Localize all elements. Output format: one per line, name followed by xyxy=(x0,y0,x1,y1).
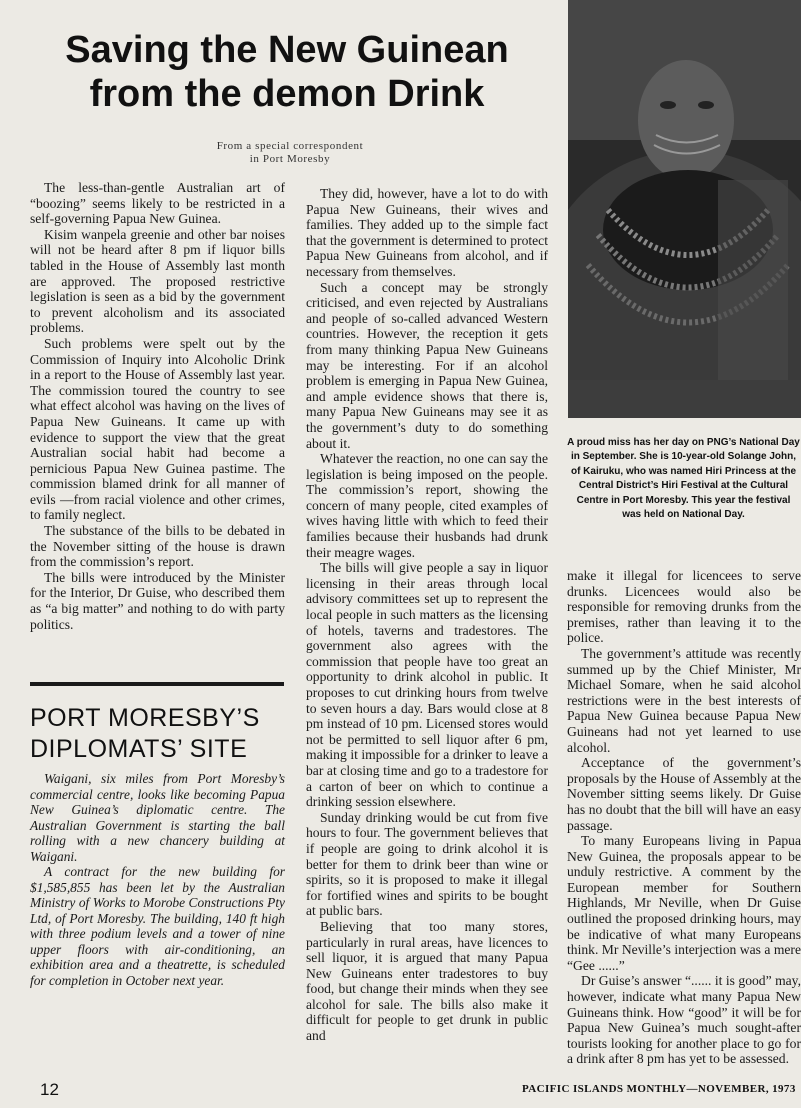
byline xyxy=(160,140,420,166)
byline-line-2: in Port Moresby xyxy=(249,153,331,165)
paragraph: Such a concept may be strongly criticised, and even rejected by Australians and people of so-called advanced Western countries. However, the reception it gets from many thinking Papua New Guineans may be interesting. For if an alcohol problem is emerging in Papua New Guinea, and ample evidence shows that there is, many Papua New Guineans may see it as the government’s duty to do something about it. xyxy=(306,279,548,451)
article-column-1 xyxy=(30,180,285,632)
paragraph: They did, however, have a lot to do with Papua New Guineans, their wives and families. They added up to the simple fact that the government is determined to protect Papua New Guineans from alcohol, and if necessary from themselves. xyxy=(306,186,548,279)
sidebar-divider xyxy=(30,682,284,686)
article-column-2 xyxy=(306,186,548,1044)
sidebar-paragraph: Waigani, six miles from Port Moresby’s commercial centre, looks like becoming Papua New Guinea’s diplomatic centre. The Australian Government is starting the ball rolling with a new chancery building at Waigani. xyxy=(30,771,285,864)
article-headline: Saving the New Guinean from the demon Drink xyxy=(65,29,509,115)
sidebar-heading-line-1: PORT MORESBY’S xyxy=(30,704,260,732)
paragraph: Sunday drinking would be cut from five hours to four. The government believes that if people are going to drink alcohol it is better for them to drink beer than wine or spirits, so it is proposed to make it illegal for fortified wines and spirits to be bought at public bars. xyxy=(306,809,548,919)
paragraph: The substance of the bills to be debated in the November sitting of the house is drawn from the commission’s report. xyxy=(30,523,285,570)
paragraph: Acceptance of the government’s proposals by the House of Assembly at the November sitting seems likely. Dr Guise has no doubt that the bill will have an easy passage. xyxy=(567,755,801,833)
paragraph: Believing that too many stores, particularly in rural areas, have licences to sell liquor, it is argued that many Papua New Guineans enter tradestores to buy food, but change their minds when they see alcohol for sale. The bills also make it difficult for people to get drunk in public and xyxy=(306,918,548,1044)
paragraph: Dr Guise’s answer “...... it is good” may, however, indicate what many Papua New Guineans think. How “good” it will be for Papua New Guinea’s much sought-after tourists looking for another place to go for a drink after 8 pm has yet to be assessed. xyxy=(567,973,801,1067)
paragraph: The government’s attitude was recently summed up by the Chief Minister, Mr Michael Somare, when he said alcohol restrictions were in the best interests of Papua New Guinea because Papua New Guineans had not yet learned to use alcohol. xyxy=(567,645,801,755)
paragraph: Such problems were spelt out by the Commission of Inquiry into Alcoholic Drink in a report to the House of Assembly last year. The commission toured the country to see what effect alcohol was having on the lives of Papua New Guineans. It came up with evidence to support the view that the great Australian social habit had become a pernicious Papua New Guinea pastime. The commission blamed drink for all manner of evils —from racial violence and other crimes, to family neglect. xyxy=(30,335,285,523)
girl-portrait-image xyxy=(568,0,801,418)
sidebar-heading xyxy=(30,703,290,765)
paragraph: make it illegal for licencees to serve drunks. Licencees would also be responsible for removing drunks from the premises, rather than leaving it to the police. xyxy=(567,568,801,646)
sidebar-paragraph: A contract for the new building for $1,585,855 has been let by the Australian Ministry of Works to Morobe Constructions Pty Ltd, of Port Moresby. The building, 140 ft high with three podium levels and a tower of nine upper floors with air-conditioning, an exhibition area and a theatrette, is scheduled for completion in October next year. xyxy=(30,864,285,988)
paragraph: To many Europeans living in Papua New Guinea, the proposals appear to be unduly restrictive. A comment by the European member for Southern Highlands, Mr Neville, when Dr Guise outlined the proposed drinking hours, may be indicative of what many Europeans think. Mr Neville’s interjection was a mere “Gee ......” xyxy=(567,833,801,973)
sidebar-body xyxy=(30,771,285,988)
photo-caption: A proud miss has her day on PNG’s National Day in September. She is 10-year-old Solange John, of Kairuku, who was named Hiri Princess at the Central District’s Hiri Festival at the Cultural Centre in Port Moresby. This year the festival was held on National Day. xyxy=(567,437,800,521)
paragraph: The bills were introduced by the Minister for the Interior, Dr Guise, who described them as “a big matter” and nothing to do with party politics. xyxy=(30,569,285,632)
paragraph: The less-than-gentle Australian art of “boozing” seems likely to be restricted in a self-governing Papua New Guinea. xyxy=(30,180,285,227)
festival-photo xyxy=(568,0,801,418)
page-number: 12 xyxy=(40,1080,59,1099)
paragraph: Kisim wanpela greenie and other bar noises will not be heard after 8 pm if liquor bills tabled in the House of Assembly last month are approved. The proposed restrictive legislation is seen as a bid by the government to prevent alcoholism and its associated problems. xyxy=(30,226,285,336)
sidebar-heading-line-2: DIPLOMATS’ SITE xyxy=(30,735,248,763)
article-column-3 xyxy=(567,568,801,1067)
byline-line-1: From a special correspondent xyxy=(216,140,364,152)
magazine-footer: PACIFIC ISLANDS MONTHLY—NOVEMBER, 1973 xyxy=(522,1083,796,1095)
paragraph: Whatever the reaction, no one can say the legislation is being imposed on the people. The commission’s report, showing the concern of many people, cited examples of wives having little with which to feed their families because their husbands had drunk their meagre wages. xyxy=(306,451,548,560)
paragraph: The bills will give people a say in liquor licensing in their areas through local advisory committees set up to represent the local people in such matters as the licensing of hotels, taverns and tradestores. The government also agrees with the commission that people have too great an opportunity to drink alcohol in public. It proposes to cut drinking hours from twelve to seven hours a day. Bars would close at 8 pm instead of 10 pm. Licensed stores would not be permitted to sell liquor after 6 pm, making it impossible for a drinker to leave a bar at closing time and go to a tradestore for a carton of beer on which to continue a drinking session elsewhere. xyxy=(306,560,548,810)
